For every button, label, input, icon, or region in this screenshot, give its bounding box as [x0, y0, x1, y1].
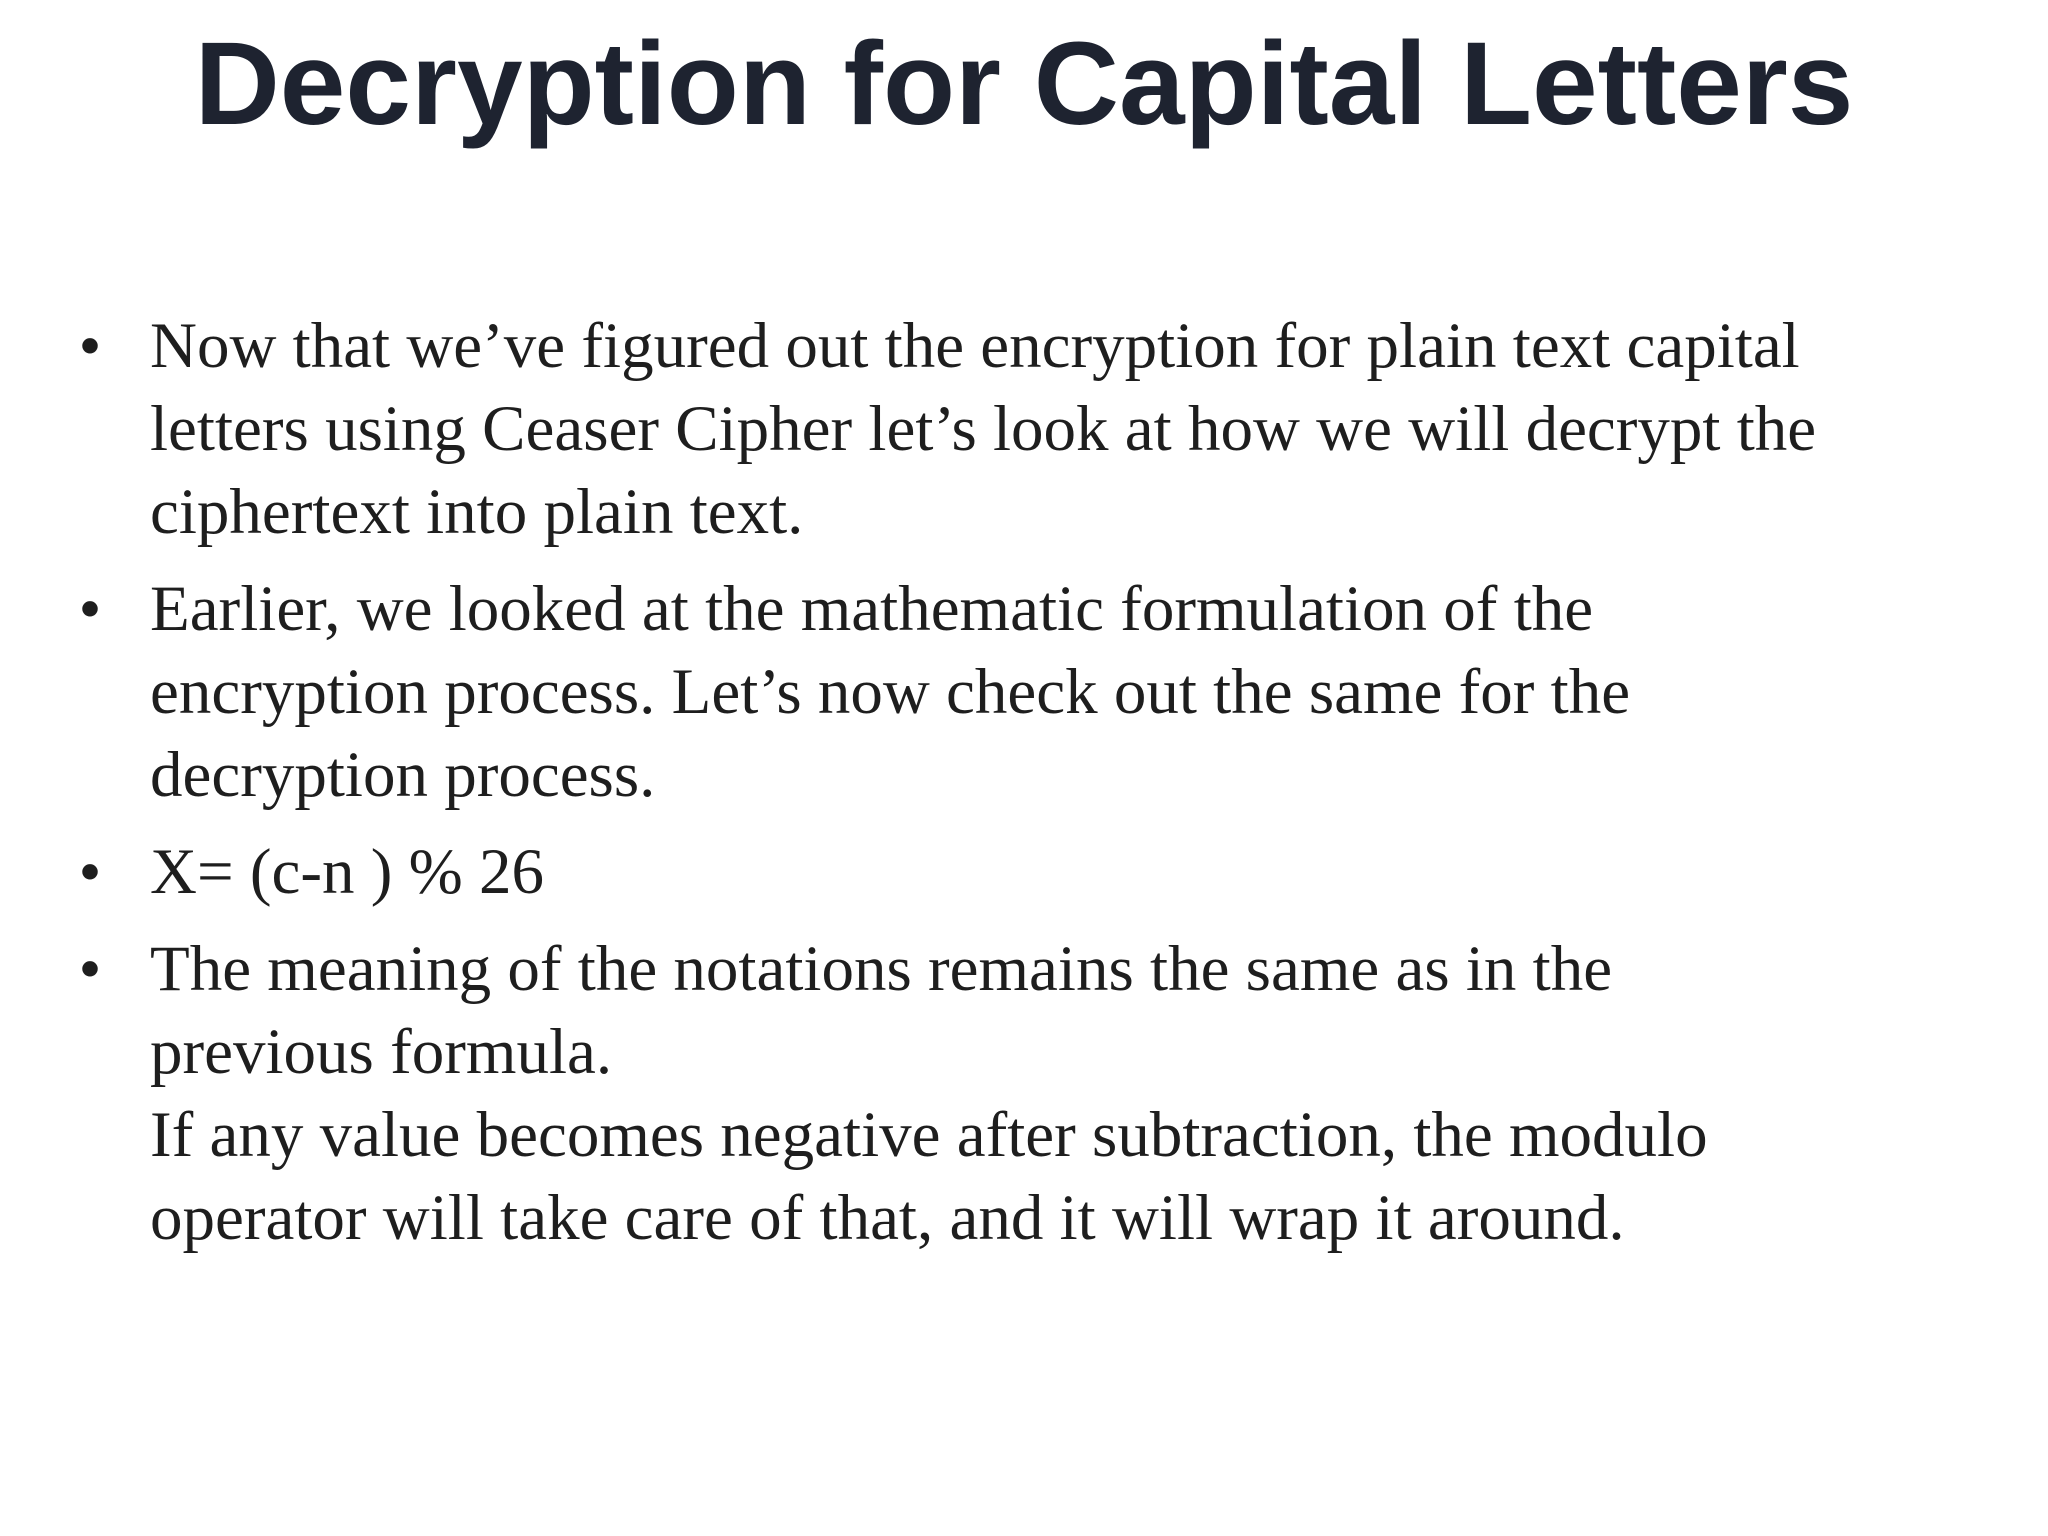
bullet-text [150, 568, 1950, 817]
bullet-line: ciphertext into plain text. [150, 476, 804, 548]
bullet-line: decryption process. [150, 739, 656, 811]
bullet-item-formula [78, 831, 1950, 914]
bullet-line: encryption process. Let’s now check out the same for the [150, 656, 1631, 728]
bullet-item-decrypt-intro [78, 305, 1950, 554]
bullet-line: The meaning of the notations remains the same as in the [150, 933, 1613, 1005]
bullet-line: Now that we’ve figured out the encryption for plain text capital [150, 310, 1800, 382]
bullet-item-notation-meaning [78, 928, 1950, 1260]
decryption-formula: X= (c-n ) % 26 [150, 836, 545, 908]
bullet-line: previous formula. [150, 1016, 613, 1088]
bullet-line: operator will take care of that, and it will wrap it around. [150, 1182, 1625, 1254]
bullet-text [150, 305, 1950, 554]
bullet-marker: • [78, 933, 102, 1005]
bullet-text [150, 928, 1950, 1260]
bullet-marker: • [78, 836, 102, 908]
bullet-marker: • [78, 573, 102, 645]
bullet-marker: • [78, 310, 102, 382]
bullet-list [78, 305, 1950, 1274]
bullet-line: If any value becomes negative after subtraction, the modulo [150, 1099, 1708, 1171]
slide-title: Decryption for Capital Letters [194, 18, 1854, 150]
bullet-item-math-formulation [78, 568, 1950, 817]
bullet-line: letters using Ceaser Cipher let’s look at how we will decrypt the [150, 393, 1817, 465]
bullet-line: Earlier, we looked at the mathematic formulation of the [150, 573, 1594, 645]
bullet-text [150, 831, 1950, 914]
